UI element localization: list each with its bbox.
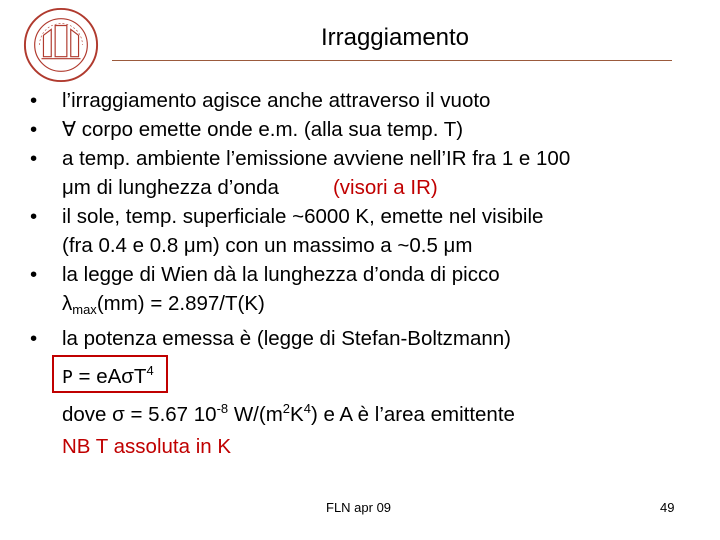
lambda-symbol: λ [62, 292, 73, 315]
page-number: 49 [660, 500, 675, 515]
bullet-item [30, 260, 710, 324]
bullet-text-rest: corpo emette onde e.m. (alla sua temp. T) [76, 118, 464, 141]
bullet-dot: • [30, 89, 38, 112]
dove-part: K [290, 403, 304, 426]
visori-note: (visori a IR) [332, 176, 438, 199]
dove-part: W/(m [228, 403, 283, 426]
bullet-text: il sole, temp. superficiale ~6000 K, emette nel visibile [62, 205, 544, 228]
bullet-text-line2: (fra 0.4 e 0.8 μm) con un massimo a ~0.5 μm [62, 234, 473, 257]
slide-title: Irraggiamento [320, 24, 470, 51]
bullet-text-line2 [62, 173, 710, 202]
bullet-item [30, 324, 710, 393]
nb-note: NB T assoluta in K [62, 435, 232, 458]
bullet-list [30, 86, 710, 463]
dove-m2-exponent: 2 [282, 401, 291, 416]
forall-symbol: ∀ [62, 118, 77, 141]
bullet-item [30, 144, 710, 202]
wien-formula [62, 289, 710, 324]
bullet-text: la legge di Wien dà la lunghezza d’onda di picco [62, 263, 500, 286]
bullet-text: la potenza emessa è (legge di Stefan-Boltzmann) [62, 327, 511, 350]
bullet-dot: • [30, 205, 38, 228]
formula-eq: = eAσT [72, 365, 147, 388]
stefan-boltzmann-formula-box [52, 355, 168, 393]
footer-text: FLN apr 09 [326, 500, 392, 515]
bullet-dot: • [30, 263, 38, 286]
formula-p: P [62, 367, 73, 388]
dove-k4-exponent: 4 [303, 401, 311, 416]
bullet-dot: • [30, 147, 38, 170]
formula-exponent: 4 [146, 363, 154, 378]
bullet-item [30, 86, 710, 115]
bullet-text [62, 115, 710, 144]
max-subscript: max [72, 302, 97, 317]
dove-part: ) e A è l’area emittente [310, 403, 515, 426]
bullet-text: l’irraggiamento agisce anche attraverso il vuoto [62, 89, 491, 112]
bullet-text-part: μm di lunghezza d’onda [62, 176, 279, 199]
university-seal-icon [22, 6, 100, 84]
title-divider [112, 60, 672, 61]
bullet-dot: • [30, 327, 38, 350]
bullet-item [30, 115, 710, 144]
dove-part: dove σ = 5.67 10 [62, 403, 217, 426]
bullet-item [30, 202, 710, 260]
dove-exponent: -8 [216, 401, 229, 416]
bullet-dot: • [30, 118, 38, 141]
wien-formula-rest: (mm) = 2.897/T(K) [96, 292, 265, 315]
bullet-text: a temp. ambiente l’emissione avviene nell’IR fra 1 e 100 [62, 147, 571, 170]
sigma-definition [30, 393, 710, 431]
